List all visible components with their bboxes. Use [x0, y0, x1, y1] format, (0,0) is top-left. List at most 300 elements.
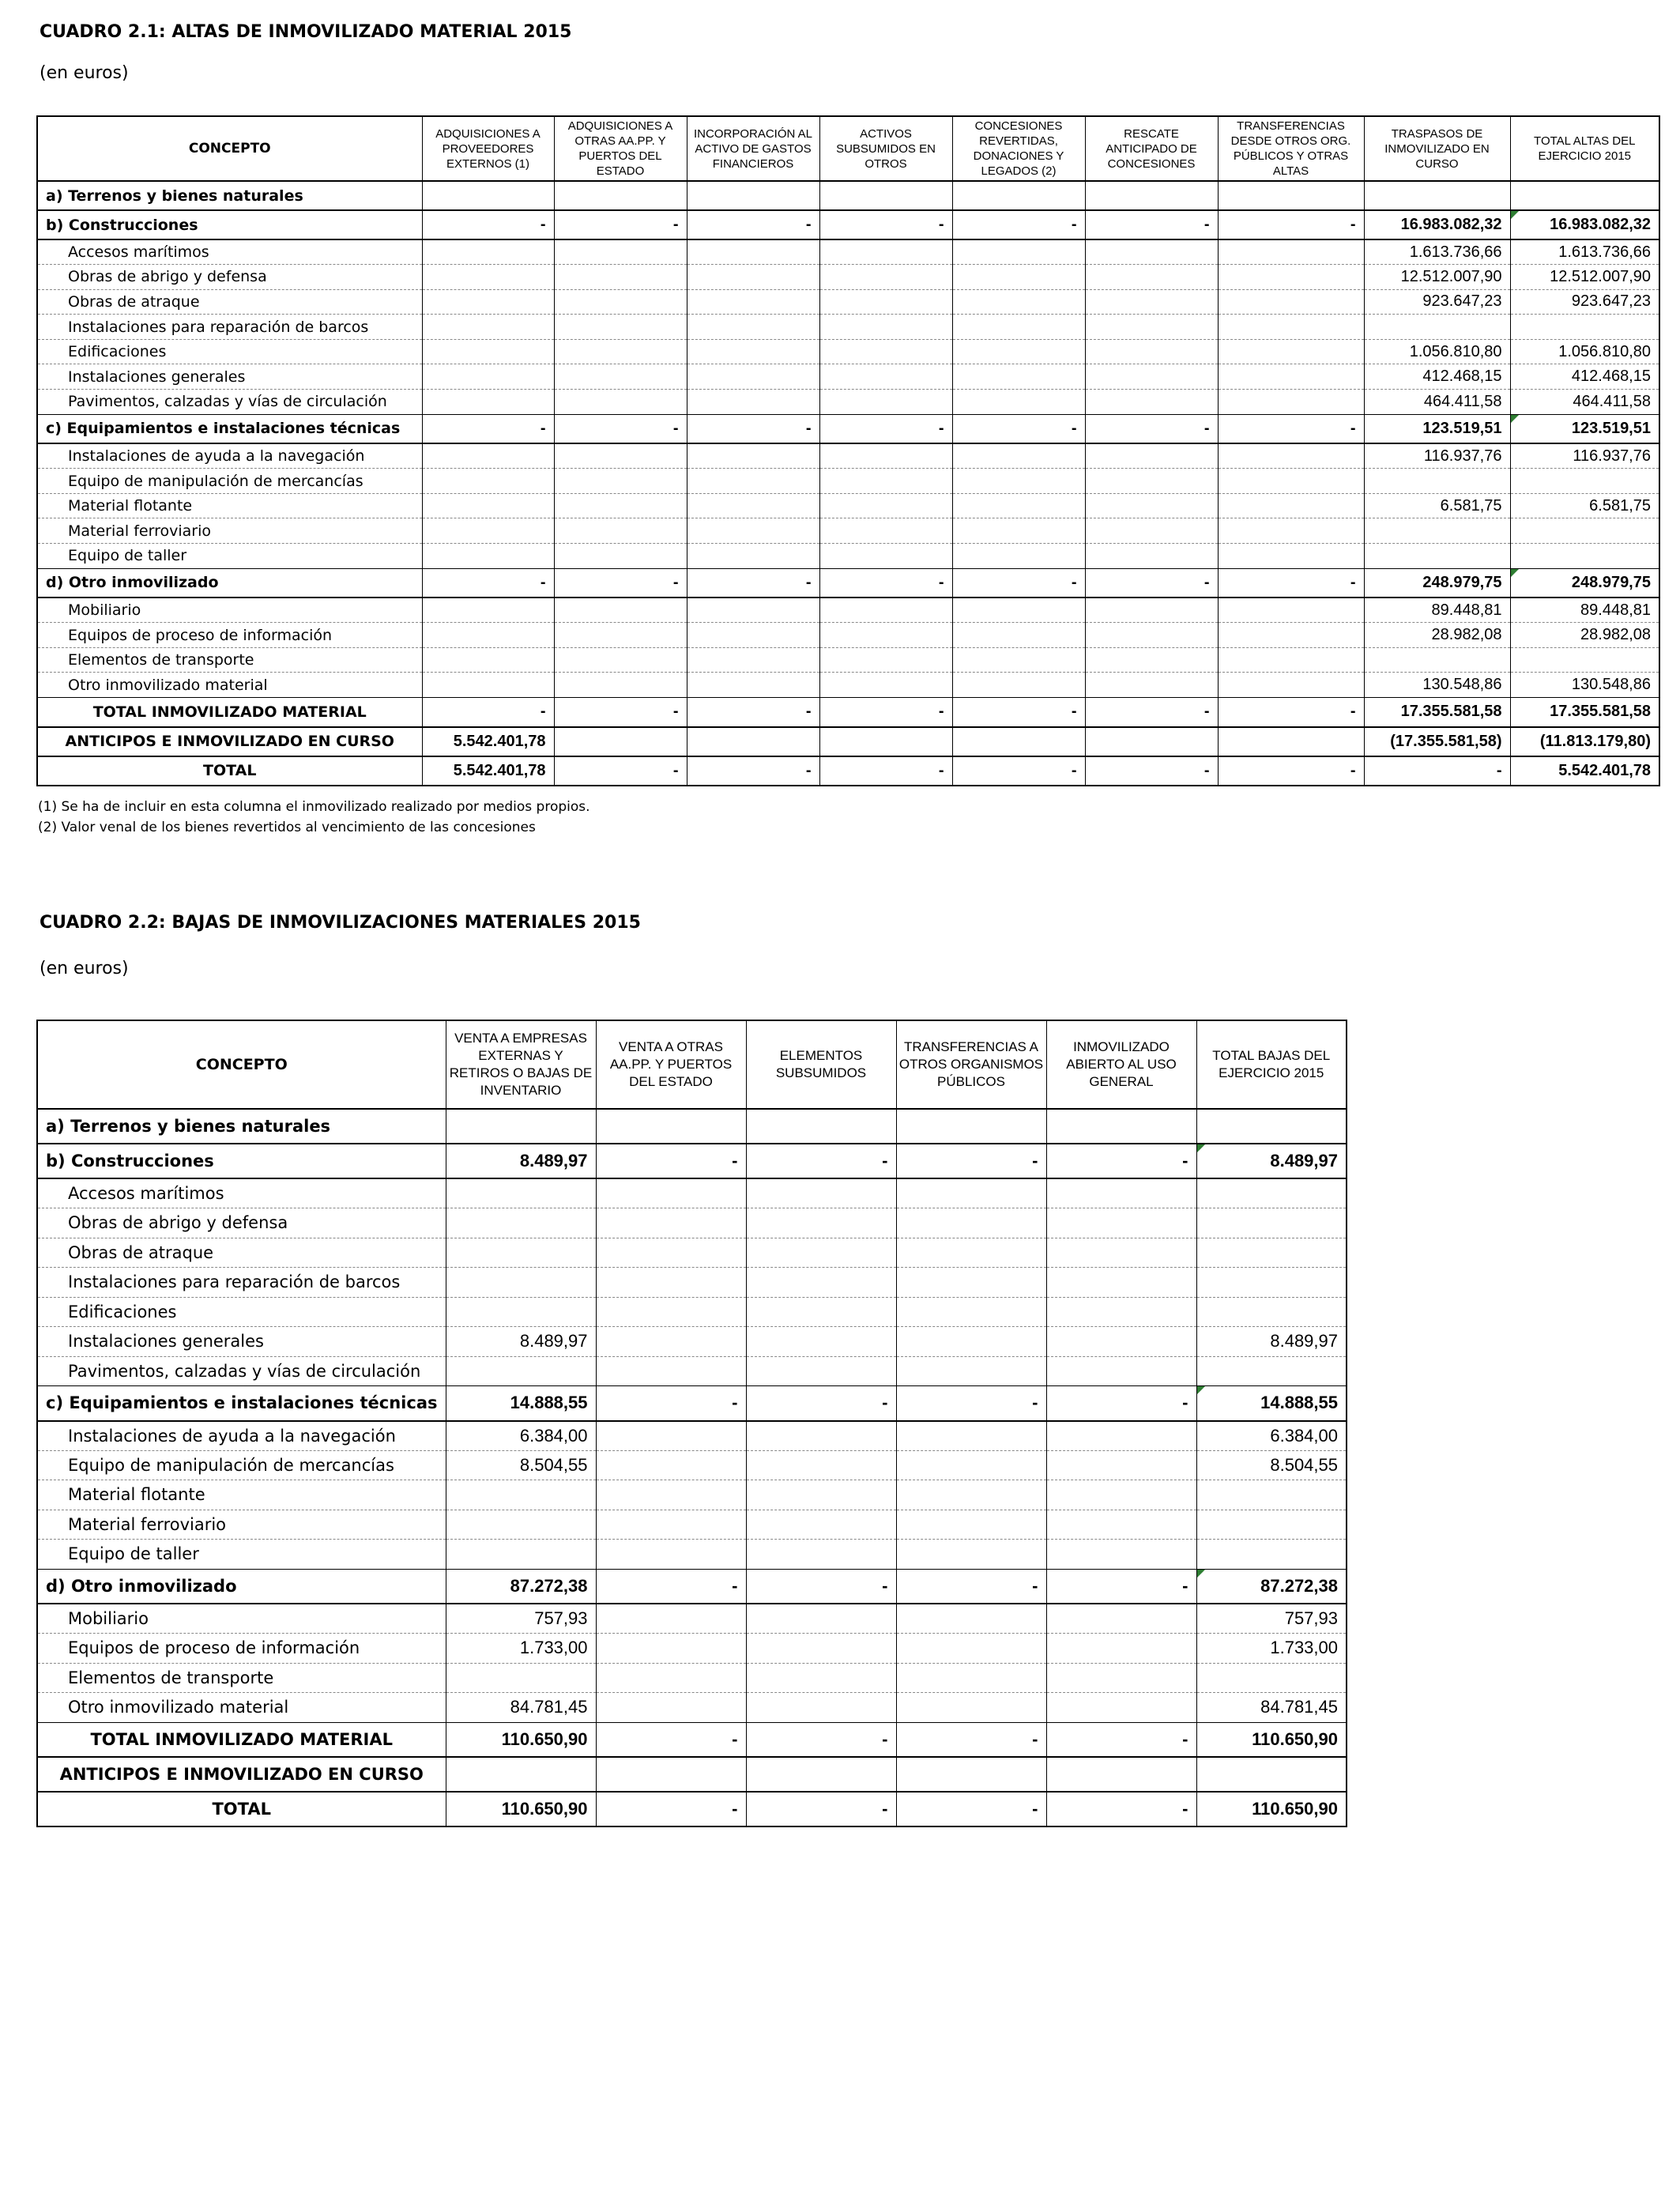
value-cell [896, 1757, 1046, 1792]
value-cell [1218, 598, 1364, 623]
value-cell [896, 1510, 1046, 1540]
value-cell [687, 544, 819, 569]
value-cell: - [746, 1144, 896, 1178]
value-cell: - [687, 210, 819, 239]
value-cell [952, 598, 1085, 623]
value-cell [687, 390, 819, 415]
value-cell: 17.355.581,58 [1364, 698, 1510, 727]
value-cell [1085, 493, 1218, 518]
total-row [37, 756, 1659, 786]
value-cell: - [819, 210, 952, 239]
total-row [37, 1792, 1347, 1826]
value-cell [554, 289, 687, 315]
concept-cell: Accesos marítimos [37, 239, 422, 265]
value-cell [1085, 673, 1218, 698]
header-concepto: CONCEPTO [37, 116, 422, 181]
value-cell: - [1085, 756, 1218, 786]
value-cell: 84.781,45 [1196, 1693, 1347, 1723]
concept-cell: a) Terrenos y bienes naturales [37, 181, 422, 210]
altas-table [36, 115, 1660, 786]
value-cell [746, 1693, 896, 1723]
value-cell [1196, 1356, 1347, 1386]
value-cell [596, 1356, 746, 1386]
value-cell [1196, 1297, 1347, 1327]
value-cell: 8.489,97 [446, 1327, 596, 1357]
column-header: INCORPORACIÓN AL ACTIVO DE GASTOS FINANCIEROS [687, 116, 819, 181]
value-cell: - [554, 414, 687, 443]
value-cell: 110.650,90 [1196, 1722, 1347, 1757]
value-cell: 8.504,55 [1196, 1450, 1347, 1480]
column-header: ACTIVOS SUBSUMIDOS EN OTROS [819, 116, 952, 181]
table-row [37, 1208, 1347, 1238]
value-cell [446, 1109, 596, 1144]
value-cell [687, 727, 819, 756]
value-cell: - [896, 1569, 1046, 1604]
value-cell: 87.272,38 [1196, 1569, 1347, 1604]
value-cell [896, 1208, 1046, 1238]
value-cell [819, 181, 952, 210]
value-cell [1218, 493, 1364, 518]
table-row [37, 265, 1659, 290]
value-cell [596, 1327, 746, 1357]
value-cell [952, 623, 1085, 648]
value-cell [1196, 1757, 1347, 1792]
concept-cell: Equipo de manipulación de mercancías [37, 1450, 446, 1480]
value-cell: - [596, 1386, 746, 1421]
value-cell [596, 1268, 746, 1298]
value-cell: - [746, 1386, 896, 1421]
table-row [37, 1268, 1347, 1298]
value-cell [746, 1268, 896, 1298]
value-cell [422, 469, 554, 494]
value-cell [1046, 1327, 1196, 1357]
value-cell: - [896, 1792, 1046, 1826]
total-row [37, 727, 1659, 756]
bajas-table [36, 1020, 1347, 1827]
value-cell [422, 239, 554, 265]
value-cell [1196, 1178, 1347, 1208]
value-cell [896, 1297, 1046, 1327]
concept-cell: TOTAL INMOVILIZADO MATERIAL [37, 698, 422, 727]
value-cell [687, 647, 819, 673]
value-cell [554, 315, 687, 340]
value-cell [422, 598, 554, 623]
concept-cell: Equipo de manipulación de mercancías [37, 469, 422, 494]
value-cell: - [554, 210, 687, 239]
value-cell [952, 239, 1085, 265]
concept-cell: Elementos de transporte [37, 647, 422, 673]
value-cell [422, 647, 554, 673]
value-cell [1364, 469, 1510, 494]
value-cell: 110.650,90 [1196, 1792, 1347, 1826]
value-cell: 5.542.401,78 [422, 727, 554, 756]
value-cell: 1.733,00 [1196, 1634, 1347, 1664]
table-row [37, 623, 1659, 648]
value-cell [1085, 265, 1218, 290]
column-header: ADQUISICIONES A PROVEEDORES EXTERNOS (1) [422, 116, 554, 181]
value-cell [554, 390, 687, 415]
value-cell [687, 289, 819, 315]
value-cell: - [896, 1386, 1046, 1421]
concept-cell: Equipo de taller [37, 544, 422, 569]
value-cell: 1.733,00 [446, 1634, 596, 1664]
value-cell: 464.411,58 [1510, 390, 1659, 415]
concept-cell: Instalaciones de ayuda a la navegación [37, 443, 422, 469]
value-cell [446, 1540, 596, 1570]
value-cell [1218, 544, 1364, 569]
value-cell: 28.982,08 [1510, 623, 1659, 648]
value-cell [819, 390, 952, 415]
column-header: TOTAL BAJAS DEL EJERCICIO 2015 [1196, 1020, 1347, 1109]
value-cell [1218, 289, 1364, 315]
value-cell: 5.542.401,78 [1510, 756, 1659, 786]
value-cell [446, 1510, 596, 1540]
value-cell: 84.781,45 [446, 1693, 596, 1723]
value-cell [422, 544, 554, 569]
table-row [37, 443, 1659, 469]
value-cell [596, 1480, 746, 1510]
value-cell: 5.542.401,78 [422, 756, 554, 786]
value-cell [896, 1268, 1046, 1298]
value-cell [896, 1178, 1046, 1208]
value-cell [554, 364, 687, 390]
cuadro1-notes [38, 797, 590, 838]
value-cell [1085, 469, 1218, 494]
value-cell [687, 493, 819, 518]
value-cell: - [952, 568, 1085, 598]
value-cell [446, 1663, 596, 1693]
value-cell: - [422, 414, 554, 443]
value-cell: 123.519,51 [1364, 414, 1510, 443]
value-cell [746, 1238, 896, 1268]
concept-cell: Mobiliario [37, 598, 422, 623]
value-cell: 14.888,55 [1196, 1386, 1347, 1421]
concept-cell: Obras de abrigo y defensa [37, 1208, 446, 1238]
value-cell [1046, 1540, 1196, 1570]
value-cell [1046, 1757, 1196, 1792]
value-cell: - [819, 756, 952, 786]
value-cell: - [896, 1144, 1046, 1178]
value-cell [1046, 1480, 1196, 1510]
value-cell: (17.355.581,58) [1364, 727, 1510, 756]
value-cell [446, 1297, 596, 1327]
value-cell: 89.448,81 [1510, 598, 1659, 623]
value-cell [952, 544, 1085, 569]
value-cell [1510, 518, 1659, 544]
value-cell [422, 493, 554, 518]
concept-cell: Instalaciones de ayuda a la navegación [37, 1421, 446, 1451]
value-cell [746, 1540, 896, 1570]
column-header: TRANSFERENCIAS A OTROS ORGANISMOS PÚBLICOS [896, 1020, 1046, 1109]
value-cell [687, 339, 819, 364]
value-cell: - [746, 1722, 896, 1757]
column-header: CONCESIONES REVERTIDAS, DONACIONES Y LEGADOS (2) [952, 116, 1085, 181]
value-cell [1046, 1693, 1196, 1723]
cuadro1-unit: (en euros) [40, 63, 129, 83]
value-cell [1085, 443, 1218, 469]
value-cell: - [422, 698, 554, 727]
value-cell: - [1085, 698, 1218, 727]
value-cell [819, 598, 952, 623]
value-cell: - [687, 414, 819, 443]
value-cell [746, 1604, 896, 1634]
value-cell: 1.056.810,80 [1364, 339, 1510, 364]
value-cell [687, 443, 819, 469]
value-cell: 87.272,38 [446, 1569, 596, 1604]
value-cell [746, 1634, 896, 1664]
value-cell [1218, 623, 1364, 648]
table-row [37, 1540, 1347, 1570]
value-cell: - [1046, 1386, 1196, 1421]
value-cell [1218, 647, 1364, 673]
concept-cell: Elementos de transporte [37, 1663, 446, 1693]
value-cell [554, 443, 687, 469]
value-cell [1085, 364, 1218, 390]
value-cell [952, 265, 1085, 290]
value-cell: - [422, 568, 554, 598]
value-cell: 248.979,75 [1510, 568, 1659, 598]
value-cell [554, 493, 687, 518]
value-cell [596, 1421, 746, 1451]
value-cell: 28.982,08 [1364, 623, 1510, 648]
value-cell: 14.888,55 [446, 1386, 596, 1421]
value-cell: - [819, 414, 952, 443]
value-cell [1218, 265, 1364, 290]
value-cell [1510, 469, 1659, 494]
value-cell: - [1218, 414, 1364, 443]
value-cell [422, 364, 554, 390]
value-cell [952, 364, 1085, 390]
value-cell [422, 181, 554, 210]
value-cell: - [554, 756, 687, 786]
value-cell: 1.613.736,66 [1364, 239, 1510, 265]
value-cell: - [1085, 568, 1218, 598]
value-cell [746, 1480, 896, 1510]
value-cell [1364, 518, 1510, 544]
value-cell [1085, 598, 1218, 623]
value-cell [746, 1327, 896, 1357]
table-row [37, 1178, 1347, 1208]
value-cell: - [1218, 568, 1364, 598]
table-row [37, 469, 1659, 494]
value-cell [819, 518, 952, 544]
value-cell [896, 1327, 1046, 1357]
value-cell [746, 1356, 896, 1386]
value-cell: 8.489,97 [446, 1144, 596, 1178]
value-cell [1046, 1634, 1196, 1664]
value-cell: 6.384,00 [1196, 1421, 1347, 1451]
section-row [37, 181, 1659, 210]
value-cell: - [819, 568, 952, 598]
value-cell [554, 339, 687, 364]
table-row [37, 1238, 1347, 1268]
value-cell [1196, 1268, 1347, 1298]
value-cell [687, 265, 819, 290]
value-cell [687, 181, 819, 210]
value-cell: (11.813.179,80) [1510, 727, 1659, 756]
value-cell: - [1218, 698, 1364, 727]
value-cell [746, 1450, 896, 1480]
value-cell [819, 339, 952, 364]
value-cell [1196, 1510, 1347, 1540]
value-cell [1046, 1450, 1196, 1480]
table-row [37, 598, 1659, 623]
value-cell [1218, 390, 1364, 415]
value-cell [1364, 181, 1510, 210]
value-cell [446, 1356, 596, 1386]
section-row [37, 1569, 1347, 1604]
value-cell [1218, 469, 1364, 494]
value-cell: 110.650,90 [446, 1722, 596, 1757]
value-cell: - [687, 756, 819, 786]
value-cell: 12.512.007,90 [1510, 265, 1659, 290]
value-cell: 6.581,75 [1510, 493, 1659, 518]
value-cell [819, 673, 952, 698]
value-cell: - [596, 1569, 746, 1604]
value-cell: - [596, 1144, 746, 1178]
value-cell: 923.647,23 [1364, 289, 1510, 315]
table-row [37, 1693, 1347, 1723]
value-cell [1510, 647, 1659, 673]
cuadro2-title: CUADRO 2.2: BAJAS DE INMOVILIZACIONES MATERIALES 2015 [40, 913, 641, 933]
value-cell: - [596, 1722, 746, 1757]
section-row [37, 1386, 1347, 1421]
value-cell [1196, 1238, 1347, 1268]
value-cell [446, 1480, 596, 1510]
value-cell [952, 289, 1085, 315]
value-cell [1046, 1421, 1196, 1451]
value-cell [687, 598, 819, 623]
table-row [37, 239, 1659, 265]
value-cell [746, 1297, 896, 1327]
concept-cell: Instalaciones generales [37, 364, 422, 390]
value-cell [1510, 544, 1659, 569]
value-cell: - [596, 1792, 746, 1826]
concept-cell: c) Equipamientos e instalaciones técnicas [37, 1386, 446, 1421]
value-cell [687, 518, 819, 544]
value-cell [687, 673, 819, 698]
value-cell [422, 518, 554, 544]
cuadro2-unit: (en euros) [40, 959, 129, 978]
value-cell: - [1218, 210, 1364, 239]
value-cell [422, 289, 554, 315]
table-row [37, 1327, 1347, 1357]
value-cell [819, 364, 952, 390]
note-1: (1) Se ha de incluir en esta columna el inmovilizado realizado por medios propios. [38, 799, 590, 815]
value-cell [952, 469, 1085, 494]
concept-cell: c) Equipamientos e instalaciones técnicas [37, 414, 422, 443]
value-cell [1218, 443, 1364, 469]
value-cell: 6.581,75 [1364, 493, 1510, 518]
value-cell [596, 1178, 746, 1208]
concept-cell: b) Construcciones [37, 210, 422, 239]
value-cell: 116.937,76 [1364, 443, 1510, 469]
concept-cell: Equipo de taller [37, 1540, 446, 1570]
concept-cell: Obras de atraque [37, 289, 422, 315]
value-cell [896, 1450, 1046, 1480]
value-cell [819, 469, 952, 494]
table-row [37, 1356, 1347, 1386]
value-cell [687, 623, 819, 648]
concept-cell: Material flotante [37, 1480, 446, 1510]
table-row [37, 390, 1659, 415]
value-cell [687, 239, 819, 265]
value-cell [819, 315, 952, 340]
value-cell [596, 1208, 746, 1238]
table-row [37, 1421, 1347, 1451]
value-cell [596, 1450, 746, 1480]
value-cell [596, 1297, 746, 1327]
value-cell [446, 1178, 596, 1208]
value-cell [596, 1604, 746, 1634]
value-cell [596, 1238, 746, 1268]
column-header: VENTA A OTRAS AA.PP. Y PUERTOS DEL ESTADO [596, 1020, 746, 1109]
concept-cell: Edificaciones [37, 1297, 446, 1327]
concept-cell: Obras de atraque [37, 1238, 446, 1268]
value-cell: 464.411,58 [1364, 390, 1510, 415]
value-cell [1218, 364, 1364, 390]
value-cell: 248.979,75 [1364, 568, 1510, 598]
value-cell: - [952, 698, 1085, 727]
value-cell [896, 1540, 1046, 1570]
value-cell [687, 469, 819, 494]
value-cell [1046, 1109, 1196, 1144]
value-cell [1196, 1663, 1347, 1693]
value-cell [596, 1109, 746, 1144]
value-cell [746, 1421, 896, 1451]
value-cell [746, 1510, 896, 1540]
value-cell [1046, 1238, 1196, 1268]
value-cell: 757,93 [446, 1604, 596, 1634]
concept-cell: Instalaciones generales [37, 1327, 446, 1357]
concept-cell: Material ferroviario [37, 518, 422, 544]
value-cell [1046, 1208, 1196, 1238]
concept-cell: d) Otro inmovilizado [37, 568, 422, 598]
value-cell [896, 1421, 1046, 1451]
value-cell: 116.937,76 [1510, 443, 1659, 469]
value-cell [446, 1757, 596, 1792]
value-cell [596, 1663, 746, 1693]
value-cell: 123.519,51 [1510, 414, 1659, 443]
value-cell [1364, 544, 1510, 569]
total-row [37, 1757, 1347, 1792]
concept-cell: Material ferroviario [37, 1510, 446, 1540]
value-cell [819, 443, 952, 469]
column-header: VENTA A EMPRESAS EXTERNAS Y RETIROS O BAJAS DE INVENTARIO [446, 1020, 596, 1109]
value-cell: - [554, 568, 687, 598]
value-cell [1085, 315, 1218, 340]
concept-cell: Equipos de proceso de información [37, 1634, 446, 1664]
value-cell [1085, 339, 1218, 364]
value-cell [952, 673, 1085, 698]
value-cell [1218, 518, 1364, 544]
column-header: RESCATE ANTICIPADO DE CONCESIONES [1085, 116, 1218, 181]
value-cell [596, 1757, 746, 1792]
value-cell [554, 265, 687, 290]
table-row [37, 1480, 1347, 1510]
value-cell [819, 647, 952, 673]
value-cell [1218, 673, 1364, 698]
value-cell [1046, 1356, 1196, 1386]
value-cell: - [1085, 210, 1218, 239]
value-cell [819, 239, 952, 265]
value-cell: 1.056.810,80 [1510, 339, 1659, 364]
column-header: TRASPASOS DE INMOVILIZADO EN CURSO [1364, 116, 1510, 181]
value-cell [554, 518, 687, 544]
value-cell [952, 339, 1085, 364]
column-header: INMOVILIZADO ABIERTO AL USO GENERAL [1046, 1020, 1196, 1109]
concept-cell: ANTICIPOS E INMOVILIZADO EN CURSO [37, 1757, 446, 1792]
